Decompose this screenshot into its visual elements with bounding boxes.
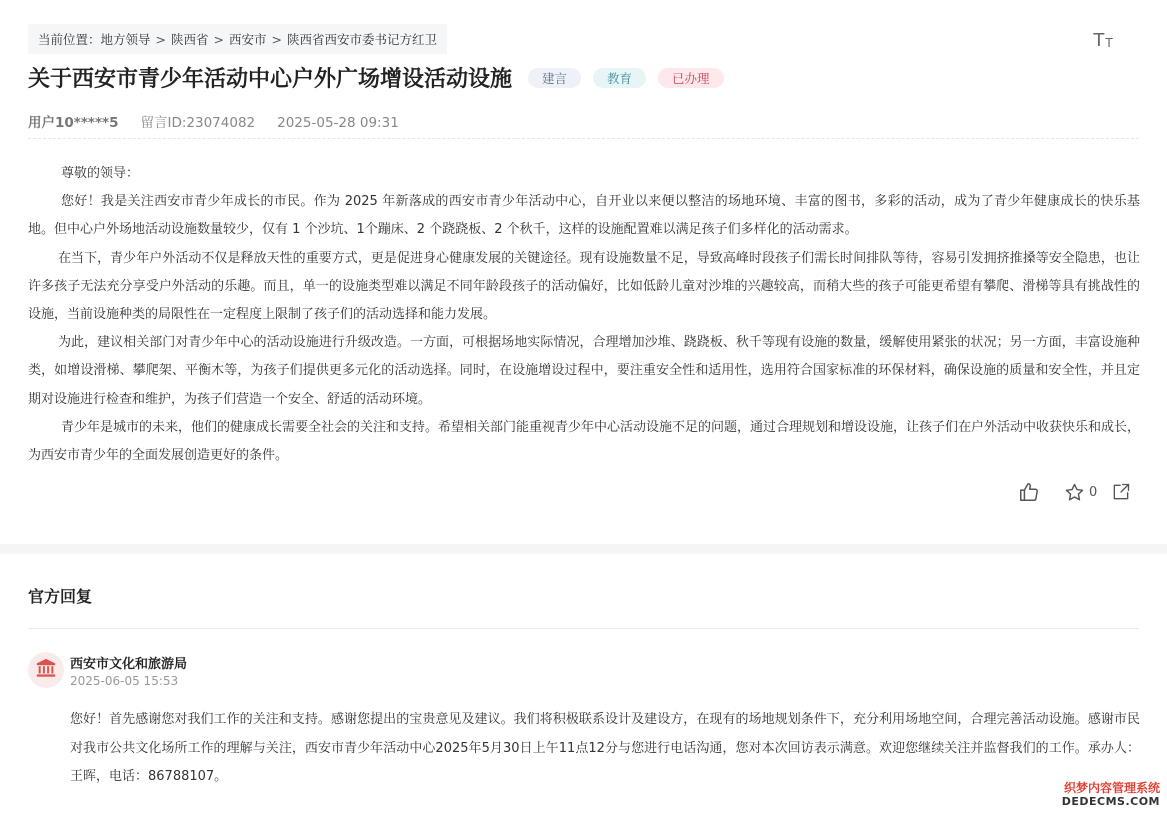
like-button[interactable] — [1018, 481, 1040, 503]
reply-body: 您好！首先感谢您对我们工作的关注和支持。感谢您提出的宝贵意见及建议。我们将积极联系设计及建设方，在现有的场地规划条件下，充分利用场地空间，合理完善活动设施。感谢市民对我市公共文化场所工作的理解与关注，西安市青少年活动中心2025年5月30日上午11点12分与您进行电话沟通，您对本次回访表示满意。欢迎您继续关注并监督我们的工作。承办人：王晖，电话：86788107。 — [70, 712, 1140, 784]
avatar — [28, 652, 64, 688]
breadcrumb — [28, 24, 447, 54]
content-paragraph: 您好！我是关注西安市青少年成长的市民。作为 2025 年新落成的西安市青少年活动中心，自开业以来便以整洁的场地环境、丰富的图书，多彩的活动，成为了青少年健康成长的快乐基地。但中心户外场地活动设施数量较少，仅有 1 个沙坑、1个蹦床、2 个跷跷板、2 个秋千，这样的设施配置难以满足孩子们多样化的活动需求。 — [28, 194, 1140, 238]
post-content — [28, 160, 1140, 470]
font-size-big-glyph: T — [1093, 30, 1105, 51]
divider — [28, 628, 1139, 629]
status-badge: 已办理 — [658, 68, 724, 88]
font-size-toggle-button[interactable] — [1092, 28, 1114, 50]
reply-datetime: 2025-06-05 15:53 — [70, 674, 179, 688]
government-building-icon — [35, 657, 57, 683]
breadcrumb-item-shaanxi[interactable]: 陕西省 — [171, 32, 209, 47]
watermark — [1056, 781, 1160, 808]
watermark-line1: 织梦内容管理系统 — [1063, 781, 1160, 795]
font-size-small-glyph: T — [1105, 36, 1113, 50]
reply-section-title: 官方回复 — [28, 587, 93, 606]
favorite-count: 0 — [1089, 484, 1098, 500]
breadcrumb-separator: > — [271, 31, 283, 47]
divider — [28, 138, 1139, 139]
post-meta — [28, 111, 399, 131]
breadcrumb-item-xian[interactable]: 西安市 — [229, 32, 267, 47]
post-header — [28, 62, 724, 93]
content-paragraph: 为此，建议相关部门对青少年中心的活动设施进行升级改造。一方面，可根据场地实际情况，合理增加沙堆、跷跷板、秋千等现有设施的数量，缓解使用紧张的状况；另一方面，丰富设施种类，如增设滑梯、攀爬架、平衡木等，为孩子们提供更多元化的活动选择。同时，在设施增设过程中，要注重安全性和适用性，选用符合国家标准的环保材料，确保设施的质量和安全性，并且定期对设施进行检查和维护，为孩子们营造一个安全、舒适的活动环境。 — [28, 335, 1140, 407]
watermark-line2: DEDECMS.COM — [1061, 795, 1160, 808]
tag-education: 教育 — [593, 68, 646, 88]
share-icon — [1111, 482, 1131, 502]
section-separator — [0, 544, 1167, 554]
reply-department: 西安市文化和旅游局 — [70, 657, 188, 672]
favorite-button[interactable] — [1064, 482, 1097, 503]
message-id: 留言ID:23074082 — [140, 115, 256, 131]
breadcrumb-separator: > — [155, 31, 167, 47]
breadcrumb-prefix: 当前位置： — [38, 32, 101, 47]
star-icon — [1064, 482, 1085, 503]
content-paragraph: 青少年是城市的未来，他们的健康成长需要全社会的关注和支持。希望相关部门能重视青少年中心活动设施不足的问题，通过合理规划和增设设施，让孩子们在户外活动中收获快乐和成长，为西安市青少年的全面发展创造更好的条件。 — [28, 419, 1141, 464]
salutation: 尊敬的领导： — [61, 166, 140, 181]
thumbs-up-icon — [1018, 481, 1040, 503]
breadcrumb-item-secretary[interactable]: 陕西省西安市委书记方红卫 — [287, 32, 438, 47]
page-title: 关于西安市青少年活动中心户外广场增设活动设施 — [28, 67, 513, 92]
post-actions — [1018, 481, 1131, 503]
breadcrumb-separator: > — [213, 31, 225, 47]
share-button[interactable] — [1111, 482, 1131, 502]
tag-suggestion: 建言 — [528, 68, 581, 88]
breadcrumb-item-local-leaders[interactable]: 地方领导 — [100, 32, 151, 47]
content-paragraph: 在当下，青少年户外活动不仅是释放天性的重要方式，更是促进身心健康发展的关键途径。现有设施数量不足，导致高峰时段孩子们需长时间排队等待，容易引发拥挤推搡等安全隐患，也让许多孩子无法充分享受户外活动的乐趣。而且，单一的设施类型难以满足不同年龄段孩子的活动偏好，比如低龄儿童对沙堆的兴趣较高，而稍大些的孩子可能更希望有攀爬、滑梯等具有挑战性的设施，当前设施种类的局限性在一定程度上限制了孩子们的活动选择和能力发展。 — [28, 250, 1140, 323]
post-author: 用户10*****5 — [28, 115, 119, 131]
post-datetime: 2025-05-28 09:31 — [277, 115, 399, 131]
